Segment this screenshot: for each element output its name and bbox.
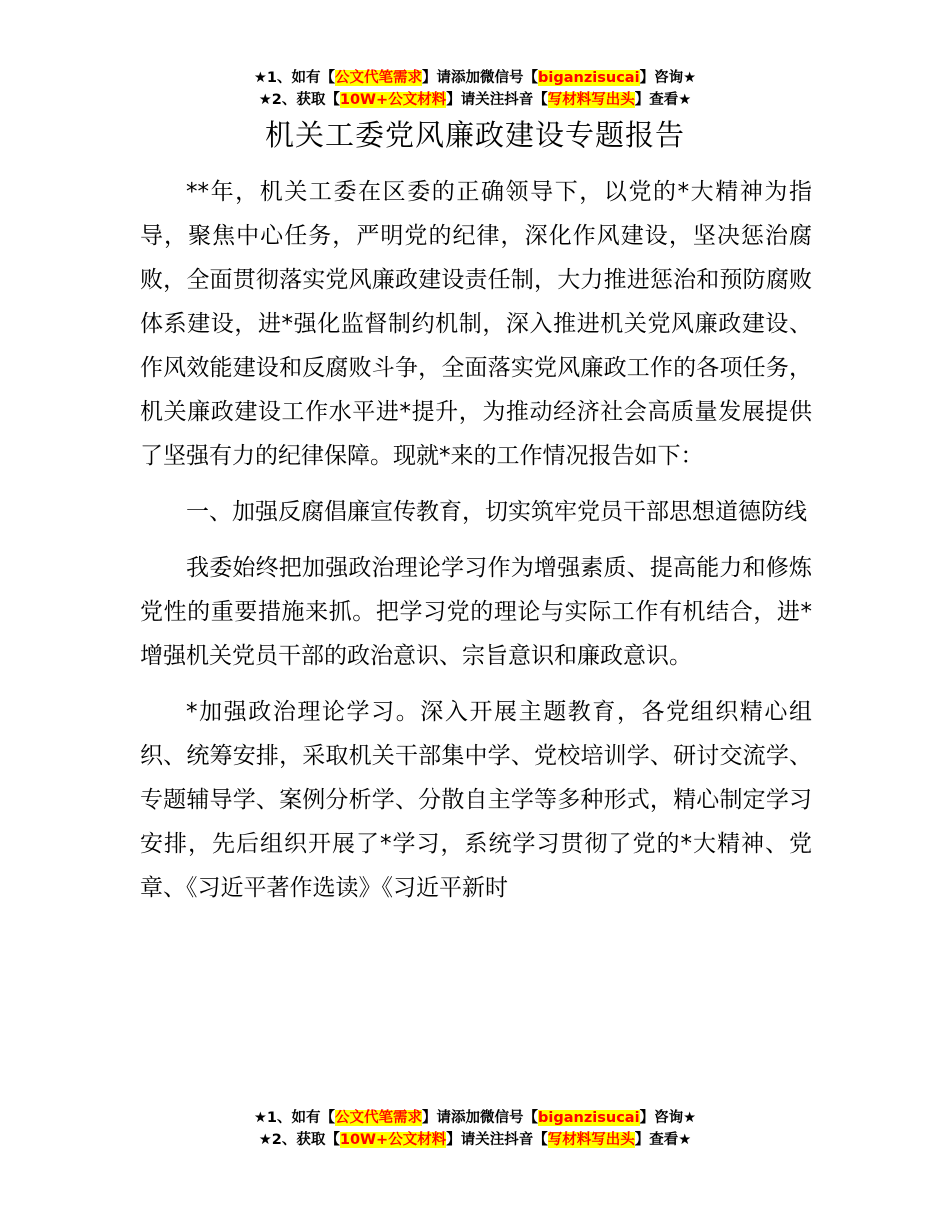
paragraph-theory: *加强政治理论学习。深入开展主题教育，各党组织精心组织、统筹安排，采取机关干部集中学、党校培训学、研讨交流学、专题辅导学、案例分析学、分散自主学等多种形式，精心制定学习安排，先后组织开展了*学习，系统学习贯彻了党的*大精神、党章、《习近平著作选读》《习近平新时 (140, 699, 812, 901)
paragraph-intro: **年，机关工委在区委的正确领导下，以党的*大精神为指导，聚焦中心任务，严明党的纪律，深化作风建设，坚决惩治腐败，全面贯彻落实党风廉政建设责任制，大力推进惩治和预防腐败体系建设，进*强化监督制约机制，深入推进机关党风廉政建设、作风效能建设和反腐败斗争，全面落实党风廉政工作的各项任务，机关廉政建设工作水平进*提升，为推动经济社会高质量发展提供了坚强有力的纪律保障。现就*来的工作情况报告如下： (140, 179, 812, 469)
highlight-materials: 10W+公文材料 (339, 1132, 447, 1148)
highlight-douyin-account: 写材料写出头 (547, 1132, 635, 1148)
banner-text: 】请添加微信号【 (422, 1110, 539, 1126)
highlight-wechat-id: biganzisucai (538, 1110, 640, 1126)
highlight-service: 公文代笔需求 (335, 1110, 423, 1126)
banner-text: ★2、获取【 (258, 92, 340, 108)
banner-line-2 (0, 1129, 950, 1151)
banner-text: 】咨询★ (639, 70, 697, 86)
highlight-materials: 10W+公文材料 (339, 92, 447, 108)
banner-text: 】咨询★ (639, 1110, 697, 1126)
banner-text: 】请关注抖音【 (446, 92, 548, 108)
banner-text: ★1、如有【 (253, 70, 336, 86)
banner-text: 】查看★ (634, 92, 692, 108)
document-body (140, 170, 812, 922)
banner-text: 】请添加微信号【 (422, 70, 539, 86)
document-title: 机关工委党风廉政建设专题报告 (264, 118, 685, 152)
banner-text: 】查看★ (634, 1132, 692, 1148)
banner-text: ★1、如有【 (253, 1110, 336, 1126)
banner-line-1 (0, 1107, 950, 1129)
paragraph-study: 我委始终把加强政治理论学习作为增强素质、提高能力和修炼党性的重要措施来抓。把学习党的理论与实际工作有机结合，进*增强机关党员干部的政治意识、宗旨意识和廉政意识。 (140, 555, 812, 669)
banner-text: ★2、获取【 (258, 1132, 340, 1148)
highlight-wechat-id: biganzisucai (538, 70, 640, 86)
top-ad-banner (0, 67, 950, 111)
bottom-ad-banner (0, 1107, 950, 1151)
highlight-service: 公文代笔需求 (335, 70, 423, 86)
banner-text: 】请关注抖音【 (446, 1132, 548, 1148)
banner-line-2 (0, 89, 950, 111)
section-heading-1: 一、加强反腐倡廉宣传教育，切实筑牢党员干部思想道德防线 (186, 499, 807, 525)
highlight-douyin-account: 写材料写出头 (547, 92, 635, 108)
banner-line-1 (0, 67, 950, 89)
